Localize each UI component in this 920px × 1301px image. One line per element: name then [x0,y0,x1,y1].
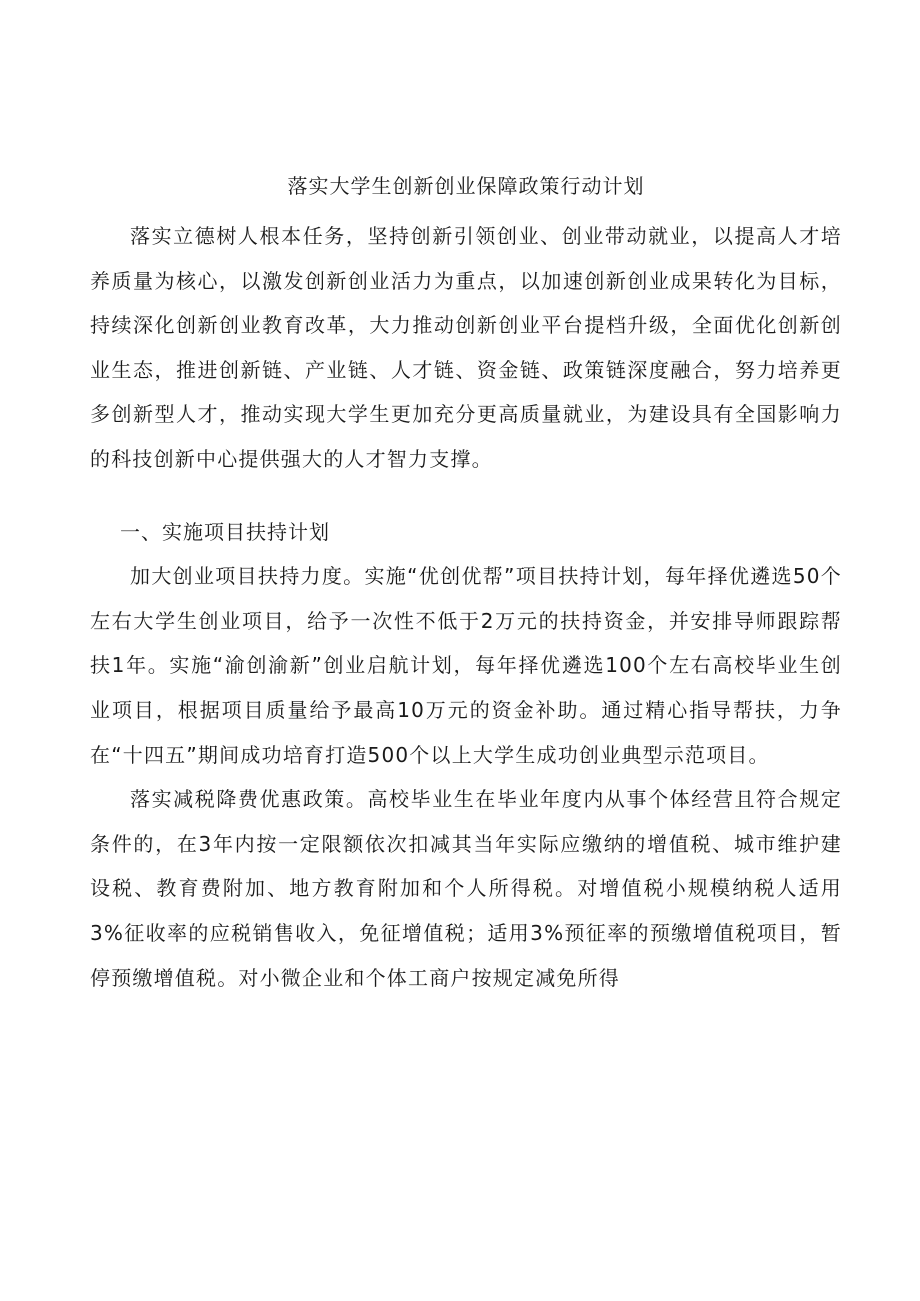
paragraph-tax-reduction: 落实减税降费优惠政策。高校毕业生在毕业年度内从事个体经营且符合规定条件的，在3年内按一定限额依次扣减其当年实际应缴纳的增值税、城市维护建设税、教育费附加、地方教育附加和个人所得税。对增值税小规模纳税人适用3%征收率的应税销售收入，免征增值税；适用3%预征率的预缴增值税项目，暂停预缴增值税。对小微企业和个体工商户按规定减免所得 [90,787,842,990]
section-heading: 一、实施项目扶持计划 [120,519,330,544]
paragraph-project-support: 加大创业项目扶持力度。实施“优创优帮”项目扶持计划，每年择优遴选50个左右大学生创业项目，给予一次性不低于2万元的扶持资金，并安排导师跟踪帮扶1年。实施“渝创渝新”创业启航计划，每年择优遴选100个左右高校毕业生创业项目，根据项目质量给予最高10万元的资金补助。通过精心指导帮扶，力争在“十四五”期间成功培育打造500个以上大学生成功创业典型示范项目。 [90,564,842,767]
document-body [90,166,842,1000]
intro-paragraph: 落实立德树人根本任务，坚持创新引领创业、创业带动就业，以提高人才培养质量为核心，以激发创新创业活力为重点，以加速创新创业成果转化为目标，持续深化创新创业教育改革，大力推动创新创业平台提档升级，全面优化创新创业生态，推进创新链、产业链、人才链、资金链、政策链深度融合，努力培养更多创新型人才，推动实现大学生更加充分更高质量就业，为建设具有全国影响力的科技创新中心提供强大的人才智力支撑。 [90,224,842,471]
document-title: 落实大学生创新创业保障政策行动计划 [287,174,645,198]
